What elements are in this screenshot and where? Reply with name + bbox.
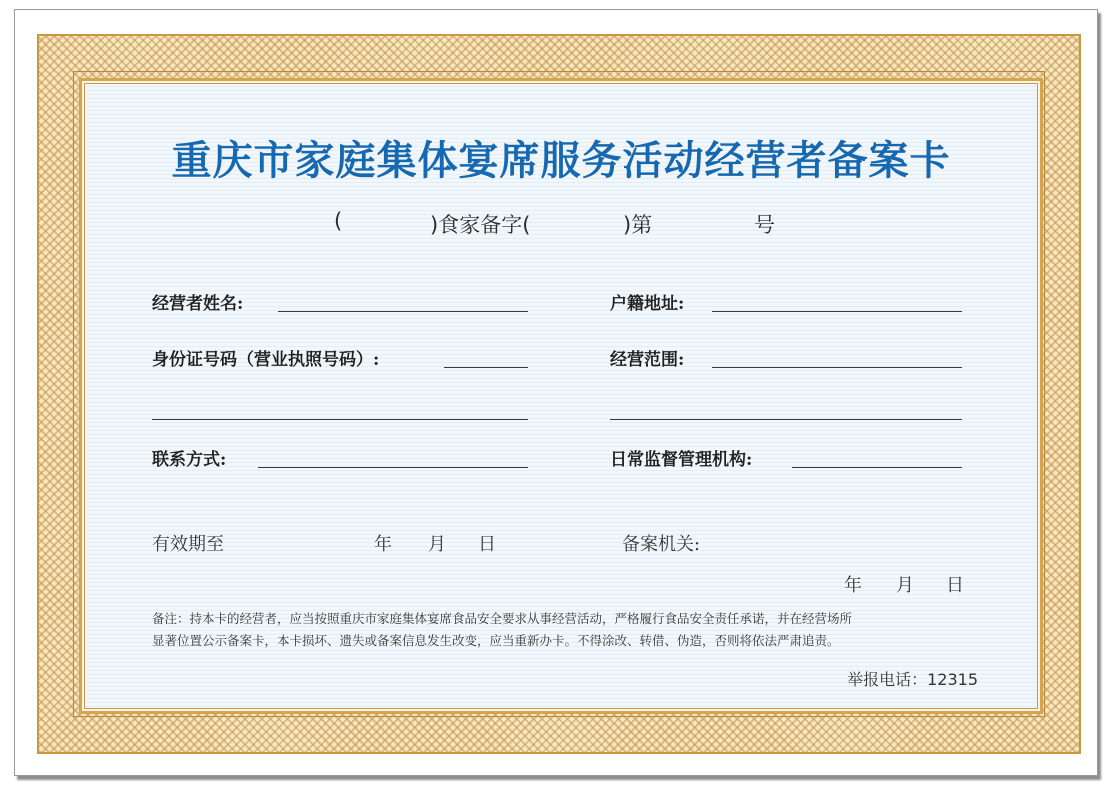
household-address-label: 户籍地址: xyxy=(610,294,685,314)
id-number-label: 身份证号码（营业执照号码）: xyxy=(152,350,380,370)
remark-line-1: 备注：持本卡的经营者，应当按照重庆市家庭集体宴席食品安全要求从事经营活动，严格履行食品安全责任承诺，并在经营场所 xyxy=(152,611,853,626)
filing-authority-label: 备案机关: xyxy=(622,534,701,555)
remark-note xyxy=(152,608,982,652)
validity-day: 日 xyxy=(478,534,496,555)
serial-hao: 号 xyxy=(754,213,775,237)
operator-name-label: 经营者姓名: xyxy=(152,294,244,314)
card-panel xyxy=(79,78,1043,714)
validity-label: 有效期至 xyxy=(152,534,224,555)
household-address-line[interactable] xyxy=(712,311,962,312)
operator-name-line[interactable] xyxy=(278,311,528,312)
business-scope-line-continued[interactable] xyxy=(610,419,962,420)
serial-prefix: )食家备字( xyxy=(430,213,531,237)
business-scope-line[interactable] xyxy=(712,367,962,368)
filing-card xyxy=(14,9,1098,776)
contact-line[interactable] xyxy=(258,467,528,468)
remark-line-2: 显著位置公示备案卡，本卡损坏、遗失或备案信息发生改变，应当重新办卡。不得涂改、转借、伪造，否则将依法严肃追责。 xyxy=(152,633,840,648)
decorative-border xyxy=(37,34,1081,754)
card-title: 重庆市家庭集体宴席服务活动经营者备案卡 xyxy=(171,137,951,184)
filing-month: 月 xyxy=(896,575,914,596)
serial-di: )第 xyxy=(623,213,653,237)
serial-open-paren: ( xyxy=(334,209,343,233)
report-hotline: 举报电话：12315 xyxy=(847,670,978,689)
contact-label: 联系方式: xyxy=(152,450,227,470)
supervision-org-label: 日常监督管理机构: xyxy=(610,450,753,470)
filing-year: 年 xyxy=(844,575,862,596)
id-number-line-continued[interactable] xyxy=(152,419,528,420)
validity-month: 月 xyxy=(428,534,446,555)
filing-day: 日 xyxy=(946,575,964,596)
business-scope-label: 经营范围: xyxy=(610,350,685,370)
supervision-org-line[interactable] xyxy=(792,467,962,468)
validity-year: 年 xyxy=(374,534,392,555)
id-number-line[interactable] xyxy=(444,367,528,368)
